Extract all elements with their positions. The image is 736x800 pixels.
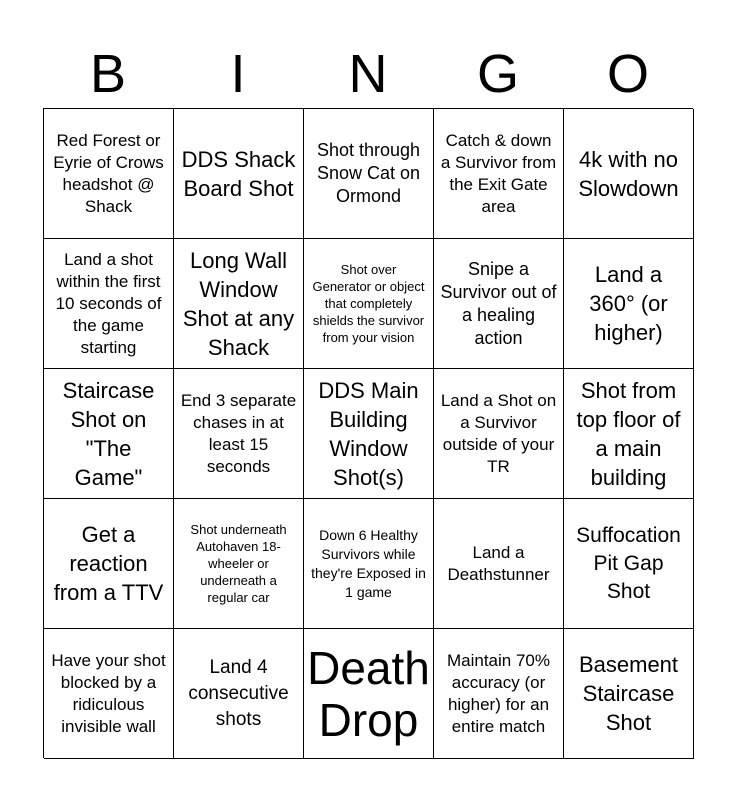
bingo-cell[interactable]: Shot underneath Autohaven 18-wheeler or underneath a regular car [174, 499, 304, 629]
bingo-cell[interactable]: 4k with no Slowdown [564, 109, 694, 239]
bingo-cell[interactable]: DDS Main Building Window Shot(s) [304, 369, 434, 499]
bingo-cell[interactable]: Catch & down a Survivor from the Exit Gate area [434, 109, 564, 239]
bingo-card-grid [43, 108, 693, 758]
bingo-cell[interactable]: Land a 360° (or higher) [564, 239, 694, 369]
bingo-cell[interactable]: Land 4 consecutive shots [174, 629, 304, 759]
bingo-cell[interactable]: Land a Deathstunner [434, 499, 564, 629]
bingo-cell[interactable]: Have your shot blocked by a ridiculous invisible wall [44, 629, 174, 759]
bingo-cell[interactable]: Long Wall Window Shot at any Shack [174, 239, 304, 369]
header-letter-i: I [230, 44, 246, 104]
bingo-cell[interactable]: Maintain 70% accuracy (or higher) for an entire match [434, 629, 564, 759]
bingo-header [43, 40, 693, 108]
bingo-cell[interactable]: Death Drop [304, 629, 434, 759]
bingo-cell[interactable]: Suffocation Pit Gap Shot [564, 499, 694, 629]
bingo-cell[interactable]: Shot from top floor of a main building [564, 369, 694, 499]
bingo-cell[interactable]: Shot through Snow Cat on Ormond [304, 109, 434, 239]
bingo-cell[interactable]: Snipe a Survivor out of a healing action [434, 239, 564, 369]
bingo-cell[interactable]: Land a Shot on a Survivor outside of your TR [434, 369, 564, 499]
bingo-cell[interactable]: Land a shot within the first 10 seconds of the game starting [44, 239, 174, 369]
header-letter-g: G [476, 44, 519, 104]
bingo-cell[interactable]: Staircase Shot on "The Game" [44, 369, 174, 499]
bingo-cell[interactable]: Get a reaction from a TTV [44, 499, 174, 629]
header-letter-o: O [606, 44, 649, 104]
header-letter-b: B [89, 44, 127, 104]
bingo-cell[interactable]: Red Forest or Eyrie of Crows headshot @ Shack [44, 109, 174, 239]
bingo-cell[interactable]: Down 6 Healthy Survivors while they're Exposed in 1 game [304, 499, 434, 629]
bingo-cell[interactable]: End 3 separate chases in at least 15 seconds [174, 369, 304, 499]
bingo-cell[interactable]: Basement Staircase Shot [564, 629, 694, 759]
bingo-cell[interactable]: Shot over Generator or object that completely shields the survivor from your vision [304, 239, 434, 369]
header-letter-n: N [348, 44, 388, 104]
bingo-cell[interactable]: DDS Shack Board Shot [174, 109, 304, 239]
